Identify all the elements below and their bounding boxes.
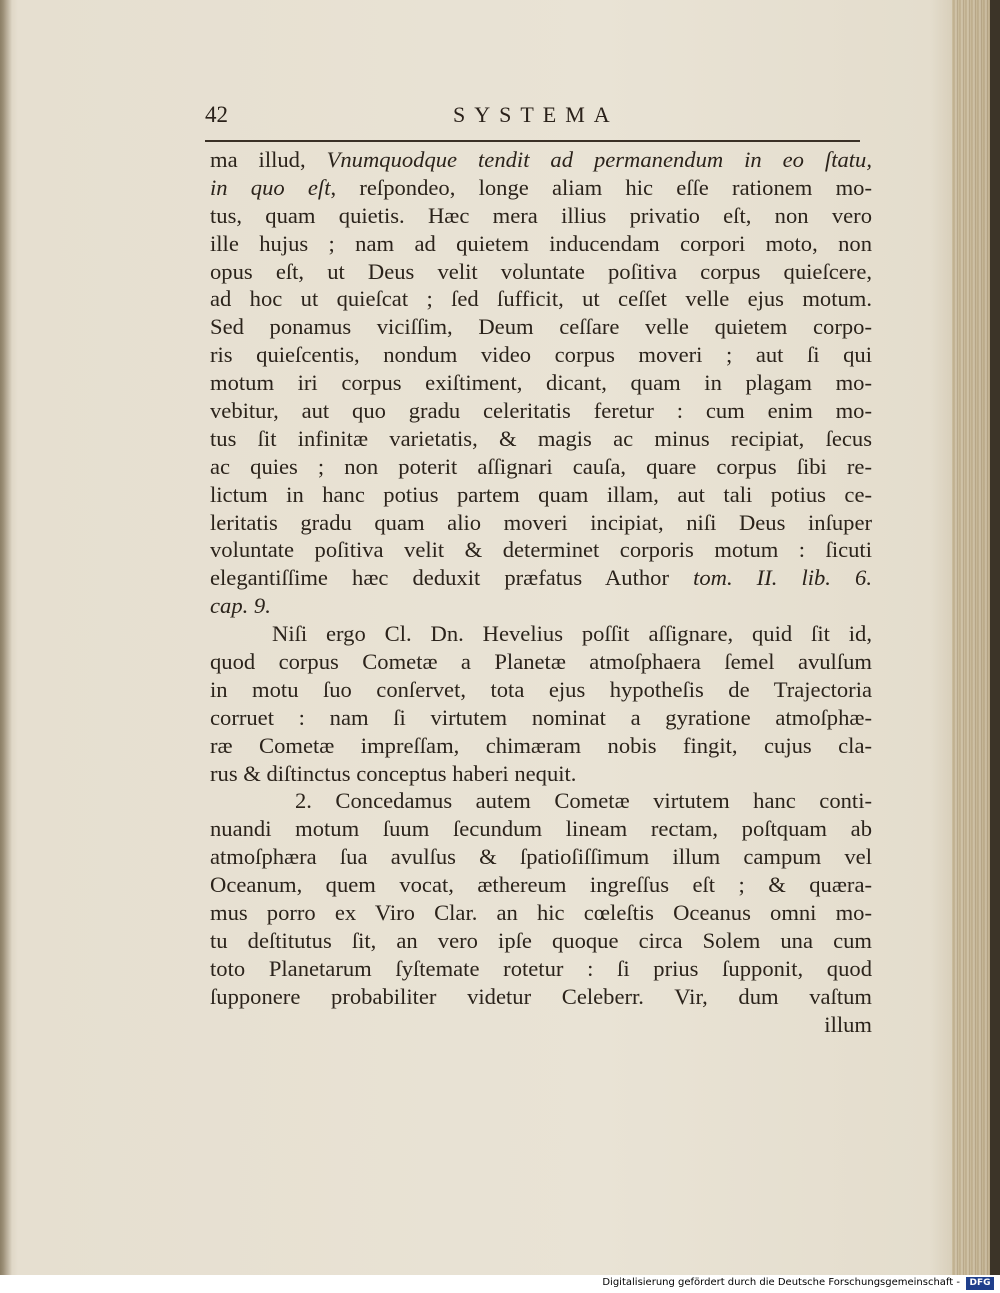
- text-run: tus ſit infinitæ varietatis, & magis ac minus recipiat, ſecus: [210, 425, 872, 451]
- text-run: ille hujus ; nam ad quietem inducendam corpori moto, non: [210, 230, 872, 256]
- italic-text-run: Vnumquodque tendit ad permanendum in eo ſtatu,: [326, 147, 872, 172]
- header-rule: [205, 140, 860, 142]
- text-line: [210, 760, 872, 788]
- text-run: Oceanum, quem vocat, æthereum ingreſſus eſt ; & quæra-: [210, 872, 872, 898]
- page-number: 42: [205, 102, 228, 127]
- running-head: SYSTEMA: [453, 102, 619, 127]
- footer-credit: Digitalisierung gefördert durch die Deutsche Forschungsgemeinschaft -: [602, 1277, 960, 1288]
- text-run: vebitur, aut quo gradu celeritatis feretur : cum enim mo-: [210, 398, 872, 424]
- text-run: 2. Concedamus autem Cometæ virtutem hanc conti-: [295, 788, 872, 814]
- text-run: Niſi ergo Cl. Dn. Hevelius poſſit aſſignare, quid ſit id,: [272, 621, 872, 647]
- text-run: quod corpus Cometæ a Planetæ atmoſphaera ſemel avulſum: [210, 649, 872, 675]
- text-line: [210, 453, 872, 481]
- text-line: [210, 955, 872, 983]
- text-run: toto Planetarum ſyſtemate rotetur : ſi prius ſupponit, quod: [210, 955, 872, 981]
- text-run: mus porro ex Viro Clar. an hic cœleſtis Oceanus omni mo-: [210, 900, 872, 926]
- text-run: , reſpondeo, longe aliam hic eſſe rationem mo-: [330, 174, 872, 200]
- text-line: [210, 676, 872, 704]
- text-run: Sed ponamus viciſſim, Deum ceſſare velle quietem corpo-: [210, 314, 872, 340]
- text-line: [210, 648, 872, 676]
- text-run: elegantiſſime hæc deduxit præfatus Author: [210, 565, 694, 591]
- digitization-footer: [0, 1275, 1000, 1293]
- text-line: [210, 983, 872, 1011]
- text-run: corruet : nam ſi virtutem nominat a gyratione atmoſphæ-: [210, 704, 872, 730]
- text-line: [210, 313, 872, 341]
- text-run: ris quieſcentis, nondum video corpus moveri ; aut ſi qui: [210, 342, 872, 368]
- dfg-logo: DFG: [966, 1277, 994, 1290]
- text-run: tu deſtitutus ſit, an vero ipſe quoque circa Solem una cum: [210, 927, 872, 953]
- text-line: [210, 564, 872, 592]
- text-line: [210, 704, 872, 732]
- text-line: [210, 481, 872, 509]
- text-line: [210, 871, 872, 899]
- text-line: [210, 843, 872, 871]
- text-run: atmoſphæra ſua avulſus & ſpatioſiſſimum illum campum vel: [210, 844, 872, 870]
- text-line: [210, 1011, 872, 1039]
- text-run: ræ Cometæ impreſſam, chimæram nobis fingit, cujus cla-: [210, 732, 872, 758]
- text-line: [210, 146, 872, 174]
- text-line: [210, 732, 872, 760]
- text-line: [210, 369, 872, 397]
- text-line: [210, 927, 872, 955]
- text-run: leritatis gradu quam alio moveri incipiat, niſi Deus inſuper: [210, 509, 872, 535]
- text-run: motum iri corpus exiſtiment, dicant, quam in plagam mo-: [210, 370, 872, 396]
- text-run: in motu ſuo conſervet, tota ejus hypotheſis de Trajectoria: [210, 676, 872, 702]
- body-text: [210, 146, 872, 1039]
- text-run: ac quies ; non poterit aſſignari cauſa, quare corpus ſibi re-: [210, 453, 872, 479]
- text-run: illum: [824, 1011, 872, 1037]
- text-line: [210, 174, 872, 202]
- text-line: [210, 425, 872, 453]
- text-run: tus, quam quietis. Hæc mera illius privatio eſt, non vero: [210, 202, 872, 228]
- text-line: [210, 341, 872, 369]
- text-line: [210, 815, 872, 843]
- text-run: ad hoc ut quieſcat ; ſed ſufficit, ut ceſſet velle ejus motum.: [210, 286, 872, 312]
- page-header: [205, 100, 865, 140]
- text-run: rus & diſtinctus conceptus haberi nequit.: [210, 760, 577, 786]
- text-run: lictum in hanc potius partem quam illam, aut tali potius ce-: [210, 481, 872, 507]
- text-line: [210, 787, 872, 815]
- text-line: [210, 397, 872, 425]
- book-edge: [990, 0, 1000, 1275]
- text-line: [210, 899, 872, 927]
- text-line: [210, 509, 872, 537]
- italic-text-run: in quo eſt: [210, 174, 331, 200]
- gutter-shadow: [0, 0, 12, 1275]
- text-line: [210, 536, 872, 564]
- text-run: ſupponere probabiliter videtur Celeberr. Vir, dum vaſtum: [210, 983, 872, 1009]
- italic-text-run: tom. II. lib. 6.: [693, 565, 872, 591]
- text-line: [210, 620, 872, 648]
- text-run: opus eſt, ut Deus velit voluntate poſitiva corpus quieſcere,: [210, 258, 872, 284]
- italic-text-run: cap. 9.: [210, 593, 271, 619]
- text-run: nuandi motum ſuum ſecundum lineam rectam, poſtquam ab: [210, 816, 872, 842]
- text-run: ma illud,: [210, 147, 327, 172]
- text-line: [210, 285, 872, 313]
- text-line: [210, 230, 872, 258]
- text-line: [210, 258, 872, 286]
- text-line: [210, 202, 872, 230]
- text-line: [210, 592, 872, 620]
- text-run: voluntate poſitiva velit & determinet corporis motum : ſicuti: [210, 537, 872, 563]
